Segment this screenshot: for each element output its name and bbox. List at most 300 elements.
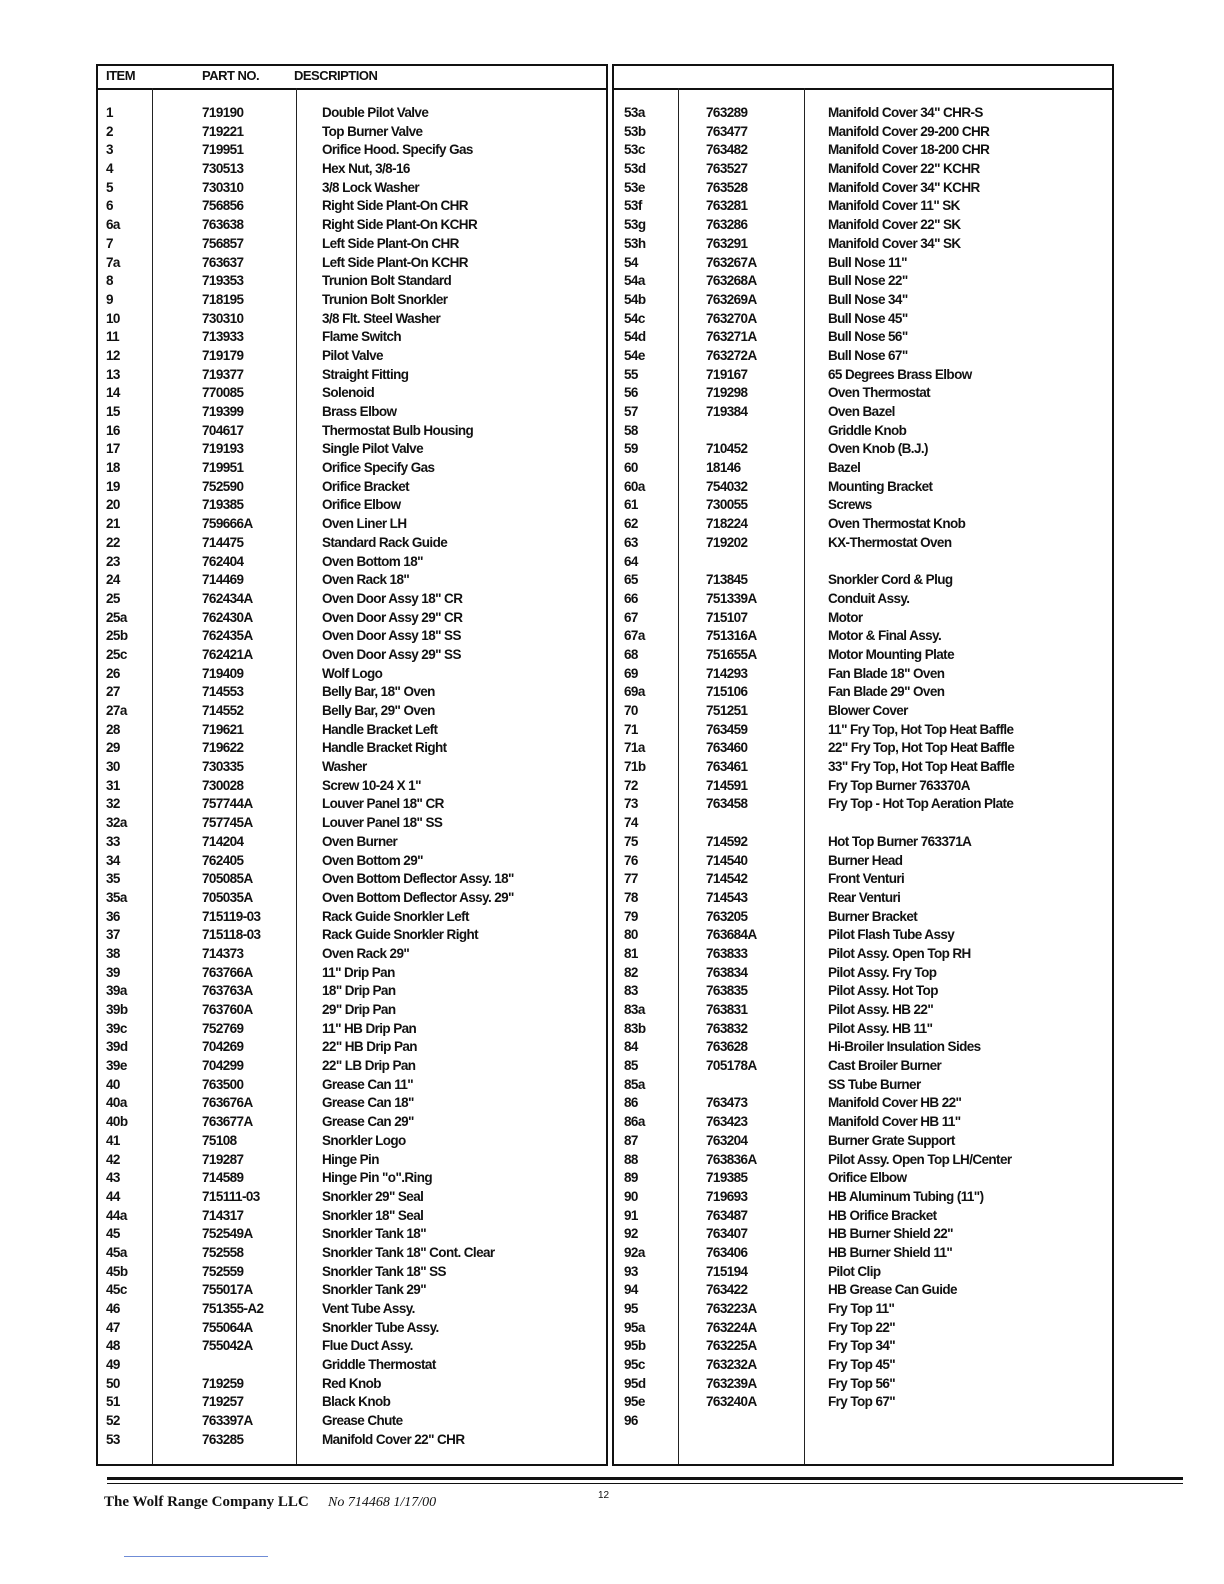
- part-description: Snorkler Tank 18" Cont. Clear: [322, 1244, 495, 1260]
- table-row: [614, 104, 1112, 123]
- table-row: [98, 1319, 606, 1338]
- item-number: 81: [624, 945, 638, 961]
- part-number: 730055: [706, 497, 748, 513]
- part-number: 763270A: [706, 310, 757, 326]
- table-row: [98, 1300, 606, 1319]
- part-description: Oven Bottom Deflector Assy. 29": [322, 889, 514, 905]
- part-number: 718195: [202, 291, 244, 307]
- part-number: 730335: [202, 759, 244, 775]
- part-description: Grease Can 29": [322, 1114, 414, 1130]
- table-row: [614, 1188, 1112, 1207]
- item-number: 54d: [624, 329, 646, 345]
- table-row: [614, 571, 1112, 590]
- table-row: [98, 1169, 606, 1188]
- table-row: [614, 403, 1112, 422]
- item-number: 32: [106, 796, 120, 812]
- part-number: 757744A: [202, 796, 253, 812]
- part-number: 763223A: [706, 1301, 757, 1316]
- table-row: [614, 683, 1112, 702]
- table-row: [614, 926, 1112, 945]
- table-row: [614, 1375, 1112, 1394]
- table-row: [98, 777, 606, 796]
- part-number: 719951: [202, 142, 244, 158]
- part-description: Fry Top 34": [828, 1338, 896, 1354]
- part-description: Handle Bracket Left: [322, 721, 438, 737]
- table-row: [614, 1244, 1112, 1263]
- table-row: [614, 870, 1112, 889]
- part-number: 763269A: [706, 291, 757, 307]
- part-description: Double Pilot Valve: [322, 105, 429, 120]
- part-description: Oven Burner: [322, 833, 398, 849]
- item-number: 47: [106, 1319, 120, 1335]
- table-row: [614, 310, 1112, 329]
- part-number: 713933: [202, 329, 244, 345]
- part-number: 763272A: [706, 347, 757, 363]
- part-number: 763527: [706, 161, 748, 177]
- part-number: 763271A: [706, 329, 757, 345]
- part-number: 763487: [706, 1207, 748, 1223]
- item-number: 31: [106, 777, 120, 793]
- part-description: Mounting Bracket: [828, 478, 933, 494]
- part-number: 719951: [202, 460, 244, 476]
- item-number: 45c: [106, 1282, 127, 1298]
- part-description: Fry Top Burner 763370A: [828, 777, 970, 793]
- item-number: 44a: [106, 1207, 127, 1223]
- item-number: 2: [106, 123, 113, 139]
- item-number: 14: [106, 385, 120, 401]
- part-number: 719298: [706, 385, 748, 401]
- table-row: [98, 609, 606, 628]
- table-header-blank: [614, 66, 1112, 90]
- table-row: [98, 1431, 606, 1450]
- item-number: 64: [624, 553, 638, 569]
- part-number: 714540: [706, 852, 748, 868]
- part-number: 752549A: [202, 1226, 253, 1242]
- part-number: 719621: [202, 721, 244, 737]
- part-description: Hinge Pin: [322, 1151, 379, 1167]
- item-number: 45: [106, 1226, 120, 1242]
- item-number: 16: [106, 422, 120, 438]
- part-number: 718224: [706, 516, 748, 532]
- part-description: Snorkler 18" Seal: [322, 1207, 424, 1223]
- table-row: [98, 945, 606, 964]
- part-description: Bull Nose 11": [828, 254, 907, 270]
- item-number: 75: [624, 833, 638, 849]
- part-number: 763831: [706, 1002, 748, 1017]
- item-number: 40a: [106, 1095, 127, 1111]
- part-number: 763407: [706, 1226, 748, 1242]
- part-description: Thermostat Bulb Housing: [322, 422, 474, 438]
- table-row: [98, 216, 606, 235]
- table-row: [614, 272, 1112, 291]
- item-number: 71: [624, 721, 638, 737]
- part-description: Orifice Elbow: [322, 497, 401, 513]
- item-number: 23: [106, 553, 120, 569]
- header-description: DESCRIPTION: [294, 68, 378, 83]
- part-number: 756856: [202, 198, 244, 214]
- part-number: 755064A: [202, 1319, 253, 1335]
- part-description: 11" Drip Pan: [322, 964, 395, 980]
- table-row: [614, 1001, 1112, 1020]
- part-description: Orifice Elbow: [828, 1170, 907, 1186]
- item-number: 83: [624, 983, 638, 999]
- table-row: [98, 590, 606, 609]
- item-number: 51: [106, 1394, 120, 1410]
- item-number: 48: [106, 1338, 120, 1354]
- part-number: 714543: [706, 889, 748, 905]
- table-row: [98, 908, 606, 927]
- table-row: [98, 982, 606, 1001]
- table-row: [98, 646, 606, 665]
- item-number: 54: [624, 254, 638, 270]
- part-description: Pilot Assy. Open Top RH: [828, 945, 971, 961]
- part-number: 704617: [202, 422, 244, 438]
- table-row: [614, 1281, 1112, 1300]
- part-number: 719399: [202, 404, 244, 419]
- item-number: 39a: [106, 983, 127, 999]
- part-number: 763637: [202, 254, 244, 270]
- part-number: 719377: [202, 366, 244, 382]
- part-number: 763281: [706, 198, 748, 214]
- part-description: KX-Thermostat Oven: [828, 534, 952, 550]
- part-description: 18" Drip Pan: [322, 983, 396, 999]
- table-row: [98, 1020, 606, 1039]
- item-number: 5: [106, 179, 113, 195]
- table-row: [614, 908, 1112, 927]
- table-row: [98, 104, 606, 123]
- part-number: 719384: [706, 404, 748, 419]
- part-number: 763676A: [202, 1095, 253, 1111]
- table-row: [98, 739, 606, 758]
- table-row: [98, 964, 606, 983]
- item-number: 15: [106, 404, 120, 419]
- part-number: 752590: [202, 478, 244, 494]
- table-header: [98, 66, 606, 90]
- item-number: 89: [624, 1170, 638, 1186]
- item-number: 53f: [624, 198, 642, 214]
- part-description: 29" Drip Pan: [322, 1002, 396, 1017]
- item-number: 46: [106, 1301, 120, 1316]
- item-number: 41: [106, 1132, 120, 1148]
- part-number: 763205: [706, 908, 748, 924]
- part-number: 714542: [706, 871, 748, 887]
- part-description: Trunion Bolt Snorkler: [322, 291, 448, 307]
- table-row: [98, 553, 606, 572]
- item-number: 6: [106, 198, 113, 214]
- part-description: Washer: [322, 759, 367, 775]
- part-description: Pilot Assy. Fry Top: [828, 964, 937, 980]
- part-number: 770085: [202, 385, 244, 401]
- item-number: 86: [624, 1095, 638, 1111]
- part-number: 762435A: [202, 628, 253, 644]
- item-number: 26: [106, 665, 120, 681]
- part-description: Oven Bottom Deflector Assy. 18": [322, 871, 514, 887]
- part-number: 715107: [706, 609, 748, 625]
- item-number: 79: [624, 908, 638, 924]
- footer-company: The Wolf Range Company LLC: [104, 1494, 309, 1510]
- part-description: Burner Bracket: [828, 908, 918, 924]
- part-description: Vent Tube Assy.: [322, 1301, 415, 1316]
- part-number: 763397A: [202, 1413, 253, 1429]
- part-description: Fry Top 67": [828, 1394, 896, 1410]
- table-row: [614, 1207, 1112, 1226]
- part-number: 714373: [202, 945, 244, 961]
- part-number: 714592: [706, 833, 748, 849]
- part-number: 763422: [706, 1282, 748, 1298]
- table-row: [614, 123, 1112, 142]
- part-description: Front Venturi: [828, 871, 905, 887]
- part-description: Hinge Pin "o".Ring: [322, 1170, 432, 1186]
- table-row: [98, 721, 606, 740]
- header-item: ITEM: [106, 68, 136, 83]
- page-number: 12: [598, 1490, 610, 1501]
- table-row: [614, 347, 1112, 366]
- item-number: 80: [624, 927, 638, 943]
- part-description: HB Aluminum Tubing (11"): [828, 1188, 984, 1204]
- part-number: 751316A: [706, 628, 757, 644]
- part-number: 763461: [706, 759, 748, 775]
- table-row: [614, 366, 1112, 385]
- item-number: 58: [624, 422, 638, 438]
- item-number: 7: [106, 235, 113, 251]
- part-description: Right Side Plant-On KCHR: [322, 217, 478, 233]
- part-description: Left Side Plant-On KCHR: [322, 254, 468, 270]
- item-number: 33: [106, 833, 120, 849]
- part-description: Belly Bar, 18" Oven: [322, 684, 435, 700]
- part-description: Pilot Assy. HB 11": [828, 1020, 933, 1036]
- table-row: [98, 1356, 606, 1375]
- part-number: 763225A: [706, 1338, 757, 1354]
- part-number: 705178A: [706, 1058, 757, 1074]
- item-number: 34: [106, 852, 120, 868]
- item-number: 39: [106, 964, 120, 980]
- part-description: Rack Guide Snorkler Left: [322, 908, 469, 924]
- item-number: 38: [106, 945, 120, 961]
- part-description: Pilot Flash Tube Assy: [828, 927, 955, 943]
- item-number: 53a: [624, 105, 645, 120]
- part-description: Louver Panel 18" CR: [322, 796, 444, 812]
- part-number: 719257: [202, 1394, 244, 1410]
- table-row: [614, 945, 1112, 964]
- part-number: 719190: [202, 105, 244, 120]
- part-number: 719622: [202, 740, 244, 756]
- parts-table-right: [612, 64, 1114, 1466]
- table-row: [98, 291, 606, 310]
- part-description: SS Tube Burner: [828, 1076, 921, 1092]
- part-description: Orifice Bracket: [322, 478, 410, 494]
- table-row: [614, 197, 1112, 216]
- item-number: 32a: [106, 815, 127, 831]
- table-row: [614, 515, 1112, 534]
- item-number: 11: [106, 329, 120, 345]
- table-row: [98, 384, 606, 403]
- item-number: 95d: [624, 1375, 646, 1391]
- part-description: Manifold Cover 18-200 CHR: [828, 142, 990, 158]
- part-number: 714317: [202, 1207, 244, 1223]
- part-description: Pilot Assy. Hot Top: [828, 983, 938, 999]
- part-description: Rear Venturi: [828, 889, 901, 905]
- part-description: Fan Blade 18" Oven: [828, 665, 945, 681]
- item-number: 35a: [106, 889, 127, 905]
- part-description: Snorkler Tank 29": [322, 1282, 426, 1298]
- part-number: 763763A: [202, 983, 253, 999]
- part-description: Oven Door Assy 18" CR: [322, 590, 463, 606]
- part-description: Pilot Assy. HB 22": [828, 1002, 934, 1017]
- item-number: 50: [106, 1375, 120, 1391]
- item-number: 24: [106, 572, 120, 588]
- item-number: 22: [106, 534, 120, 550]
- item-number: 56: [624, 385, 638, 401]
- table-row: [98, 795, 606, 814]
- part-description: Snorkler Logo: [322, 1132, 406, 1148]
- part-number: 705085A: [202, 871, 253, 887]
- part-description: 33" Fry Top, Hot Top Heat Baffle: [828, 759, 1015, 775]
- part-number: 762421A: [202, 646, 253, 662]
- part-description: Bull Nose 56": [828, 329, 908, 345]
- part-number: 704299: [202, 1058, 244, 1074]
- table-row: [614, 179, 1112, 198]
- part-description: Bull Nose 67": [828, 347, 908, 363]
- part-number: 719287: [202, 1151, 244, 1167]
- table-row: [98, 366, 606, 385]
- table-row: [614, 1113, 1112, 1132]
- item-number: 8: [106, 273, 113, 289]
- table-row: [98, 197, 606, 216]
- part-number: 763240A: [706, 1394, 757, 1410]
- table-row: [614, 235, 1112, 254]
- part-description: Conduit Assy.: [828, 590, 910, 606]
- table-row: [98, 1225, 606, 1244]
- part-description: HB Burner Shield 22": [828, 1226, 953, 1242]
- part-number: 719385: [202, 497, 244, 513]
- part-description: Fry Top 56": [828, 1375, 896, 1391]
- part-description: Hi-Broiler Insulation Sides: [828, 1039, 981, 1055]
- item-number: 44: [106, 1188, 120, 1204]
- part-number: 763289: [706, 105, 748, 120]
- part-description: 22" HB Drip Pan: [322, 1039, 417, 1055]
- table-row: [98, 1281, 606, 1300]
- part-description: Hex Nut, 3/8-16: [322, 161, 410, 177]
- part-number: 755017A: [202, 1282, 253, 1298]
- part-number: 763285: [202, 1431, 244, 1447]
- table-row: [614, 590, 1112, 609]
- table-row: [614, 216, 1112, 235]
- item-number: 83b: [624, 1020, 646, 1036]
- part-number: 719693: [706, 1188, 748, 1204]
- part-number: 710452: [706, 441, 748, 457]
- part-description: Oven Door Assy 29" SS: [322, 646, 461, 662]
- part-description: Flue Duct Assy.: [322, 1338, 413, 1354]
- part-number: 763267A: [706, 254, 757, 270]
- table-row: [98, 478, 606, 497]
- item-number: 54e: [624, 347, 645, 363]
- part-number: 763677A: [202, 1114, 253, 1130]
- item-number: 94: [624, 1282, 638, 1298]
- part-number: 719385: [706, 1170, 748, 1186]
- part-number: 763833: [706, 945, 748, 961]
- part-number: 763836A: [706, 1151, 757, 1167]
- table-row: [98, 1113, 606, 1132]
- table-row: [98, 665, 606, 684]
- part-number: 751251: [706, 703, 748, 718]
- part-description: Right Side Plant-On CHR: [322, 198, 468, 214]
- table-row: [614, 440, 1112, 459]
- decorative-line: [124, 1556, 268, 1557]
- item-number: 28: [106, 721, 120, 737]
- part-description: 3/8 Lock Washer: [322, 179, 420, 195]
- part-description: Orifice Specify Gas: [322, 460, 435, 476]
- part-description: HB Burner Shield 11": [828, 1244, 953, 1260]
- part-number: 763528: [706, 179, 748, 195]
- part-number: 763406: [706, 1244, 748, 1260]
- item-number: 53b: [624, 123, 646, 139]
- table-row: [614, 291, 1112, 310]
- table-row: [98, 272, 606, 291]
- item-number: 39b: [106, 1002, 128, 1017]
- part-description: HB Orifice Bracket: [828, 1207, 937, 1223]
- table-row: [614, 1225, 1112, 1244]
- table-row: [98, 683, 606, 702]
- part-number: 763473: [706, 1095, 748, 1111]
- part-number: 714591: [706, 777, 748, 793]
- part-number: 755042A: [202, 1338, 253, 1354]
- part-description: Pilot Valve: [322, 347, 383, 363]
- part-number: 763628: [706, 1039, 748, 1055]
- item-number: 91: [624, 1207, 638, 1223]
- part-number: 762430A: [202, 609, 253, 625]
- part-number: 715119-03: [202, 908, 261, 924]
- part-number: 763224A: [706, 1319, 757, 1335]
- item-number: 63: [624, 534, 638, 550]
- item-number: 77: [624, 871, 638, 887]
- table-row: [614, 777, 1112, 796]
- table-row: [614, 496, 1112, 515]
- item-number: 54b: [624, 291, 646, 307]
- part-description: Grease Can 11": [322, 1076, 414, 1092]
- part-description: Oven Bottom 29": [322, 852, 423, 868]
- part-description: 65 Degrees Brass Elbow: [828, 366, 972, 382]
- item-number: 4: [106, 161, 113, 177]
- part-description: Screw 10-24 X 1": [322, 777, 421, 793]
- part-number: 763458: [706, 796, 748, 812]
- item-number: 27a: [106, 703, 127, 718]
- item-number: 42: [106, 1151, 120, 1167]
- item-number: 45b: [106, 1263, 128, 1279]
- item-number: 25: [106, 590, 120, 606]
- item-number: 3: [106, 142, 113, 158]
- part-description: Bull Nose 34": [828, 291, 908, 307]
- part-description: Trunion Bolt Standard: [322, 273, 452, 289]
- item-number: 54a: [624, 273, 645, 289]
- part-number: 757745A: [202, 815, 253, 831]
- item-number: 68: [624, 646, 638, 662]
- part-description: Pilot Clip: [828, 1263, 881, 1279]
- item-number: 53h: [624, 235, 646, 251]
- item-number: 65: [624, 572, 638, 588]
- part-number: 763684A: [706, 927, 757, 943]
- table-row: [98, 702, 606, 721]
- footer-doc-number: No 714468 1/17/00: [328, 1495, 437, 1510]
- table-row: [614, 1356, 1112, 1375]
- table-row: [614, 1263, 1112, 1282]
- part-description: Snorkler 29" Seal: [322, 1188, 424, 1204]
- part-description: Griddle Knob: [828, 422, 907, 438]
- item-number: 69a: [624, 684, 645, 700]
- table-row: [614, 1076, 1112, 1095]
- part-number: 763286: [706, 217, 748, 233]
- item-number: 35: [106, 871, 120, 887]
- part-number: 705035A: [202, 889, 253, 905]
